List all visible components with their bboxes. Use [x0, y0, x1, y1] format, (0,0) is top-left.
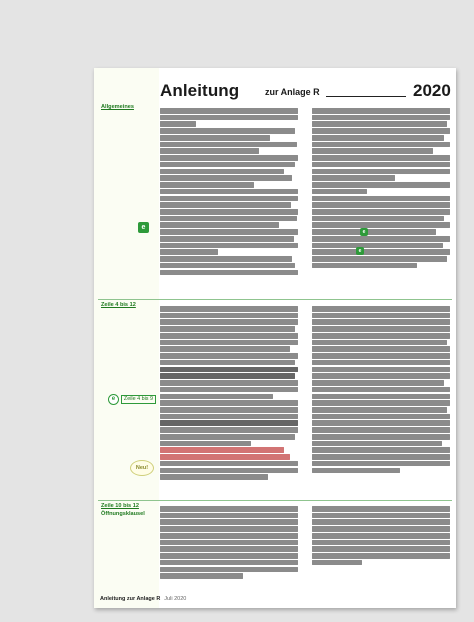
e-symbol-icon: e: [138, 222, 149, 233]
page-footer: [100, 596, 186, 602]
section-label-allgemeines: Allgemeines: [101, 104, 134, 110]
section1-right-column: [312, 108, 450, 278]
section-label-zeile-10-12: Zeile 10 bis 12: [101, 503, 139, 509]
footer-title: Anleitung zur Anlage R: [100, 596, 161, 602]
e-circle-icon: e: [108, 394, 119, 405]
document-page: [94, 68, 456, 608]
side-tag-label: Zeile 4 bis 9: [121, 395, 156, 404]
section3-left-column: [160, 506, 298, 588]
footer-date: Juli 2020: [164, 596, 187, 602]
side-tag-zeile-4-9: [108, 393, 156, 405]
section2-left-column: [160, 306, 298, 481]
section2-right-column: [312, 306, 450, 481]
section-divider: [98, 500, 452, 501]
new-marker-badge: Neu!: [130, 460, 154, 476]
heading-year: 2020: [413, 81, 451, 100]
heading-title: Anleitung: [160, 81, 240, 100]
section1-left-column: [160, 108, 298, 278]
section-label-oeffnungsklausel: Öffnungsklausel: [101, 511, 145, 517]
side-margin-band: [94, 68, 159, 608]
section-label-zeile-4-12: Zeile 4 bis 12: [101, 302, 136, 308]
document-heading: [160, 81, 450, 103]
heading-rule: [326, 96, 406, 97]
e-symbol-inline-icon: e: [356, 247, 364, 255]
heading-subtitle: zur Anlage R: [265, 87, 320, 97]
section-divider: [98, 299, 452, 300]
section3-right-column: [312, 506, 450, 588]
e-symbol-inline-icon: e: [360, 228, 368, 236]
